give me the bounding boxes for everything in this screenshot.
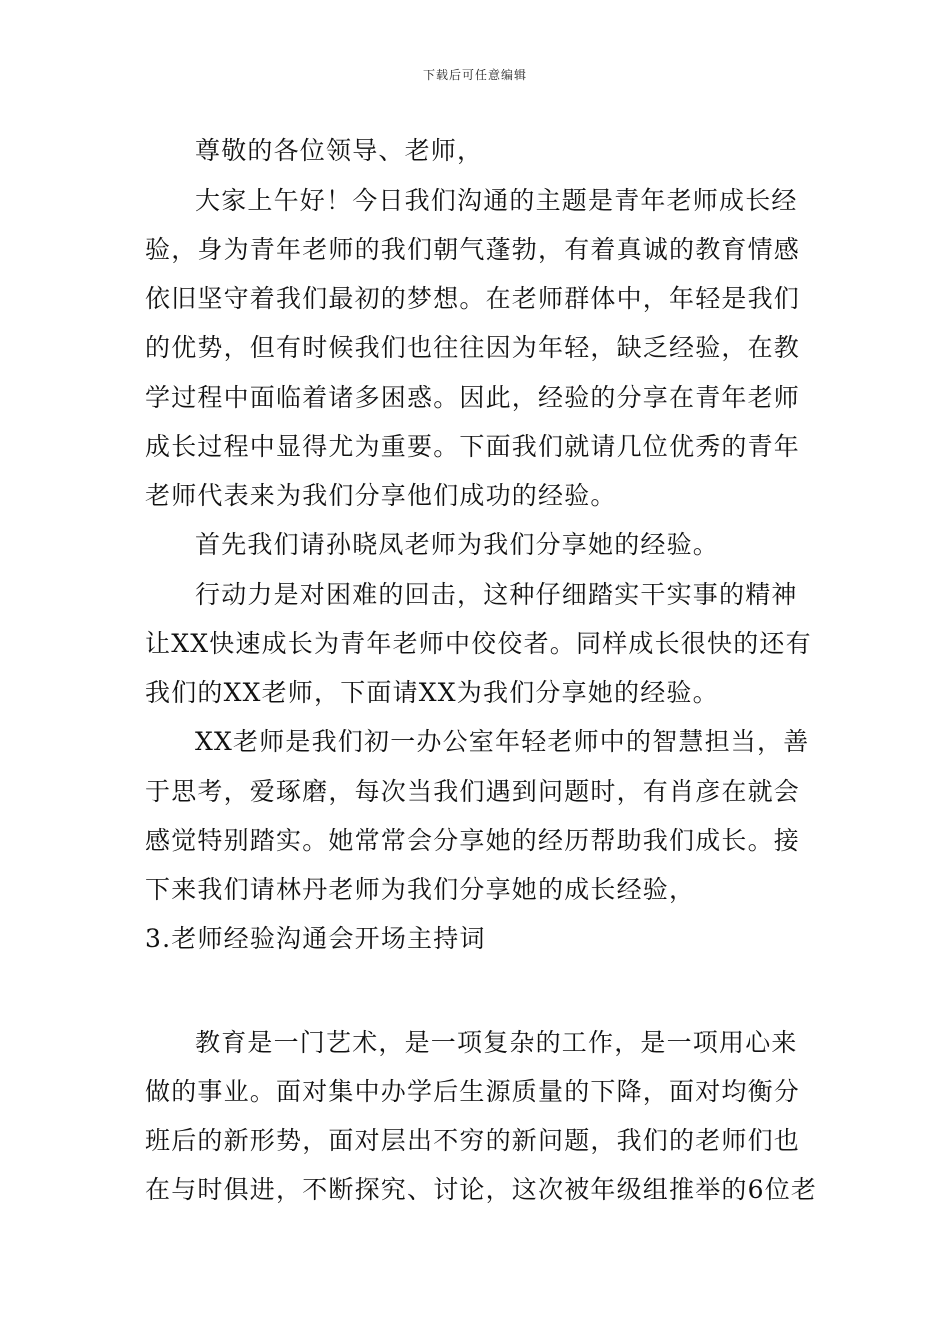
- paragraph-line: 做的事业。面对集中办学后生源质量的下降，面对均衡分: [145, 1077, 801, 1106]
- paragraph-line: 行动力是对困难的回击，这种仔细踏实干实事的精神: [195, 580, 798, 609]
- paragraph-line: 让XX快速成长为青年老师中佼佼者。同样成长很快的还有: [145, 629, 812, 658]
- paragraph-line: 成长过程中显得尤为重要。下面我们就请几位优秀的青年: [145, 432, 801, 461]
- paragraph-line: 的优势，但有时候我们也往往因为年轻，缺乏经验，在教: [145, 333, 801, 362]
- paragraph-line: 下来我们请林丹老师为我们分享她的成长经验，: [145, 875, 696, 904]
- paragraph-line: 在与时俱进，不断探究、讨论，这次被年级组推举的6位老: [145, 1175, 818, 1204]
- page-header: 下载后可任意编辑: [422, 68, 527, 82]
- paragraph-line: 感觉特别踏实。她常常会分享她的经历帮助我们成长。接: [145, 826, 801, 855]
- section-heading: 3.老师经验沟通会开场主持词: [145, 924, 486, 953]
- paragraph-line: 首先我们请孙晓凤老师为我们分享她的经验。: [195, 530, 720, 559]
- paragraph-line: 我们的XX老师，下面请XX为我们分享她的经验。: [145, 678, 719, 707]
- paragraph-line: 验，身为青年老师的我们朝气蓬勃，有着真诚的教育情感: [145, 235, 801, 264]
- paragraph-line: XX老师是我们初一办公室年轻老师中的智慧担当，善: [195, 727, 810, 756]
- paragraph-line: 依旧坚守着我们最初的梦想。在老师群体中，年轻是我们: [145, 284, 801, 313]
- paragraph-line: 教育是一门艺术，是一项复杂的工作，是一项用心来: [195, 1028, 798, 1057]
- paragraph-line: 学过程中面临着诸多困惑。因此，经验的分享在青年老师: [145, 383, 801, 412]
- paragraph-line: 班后的新形势，面对层出不穷的新问题，我们的老师们也: [145, 1126, 801, 1155]
- paragraph-line: 大家上午好！今日我们沟通的主题是青年老师成长经: [195, 186, 798, 215]
- paragraph-line: 尊敬的各位领导、老师，: [195, 136, 484, 165]
- paragraph-line: 于思考，爱琢磨，每次当我们遇到问题时，有肖彦在就会: [145, 777, 801, 806]
- paragraph-line: 老师代表来为我们分享他们成功的经验。: [145, 481, 617, 510]
